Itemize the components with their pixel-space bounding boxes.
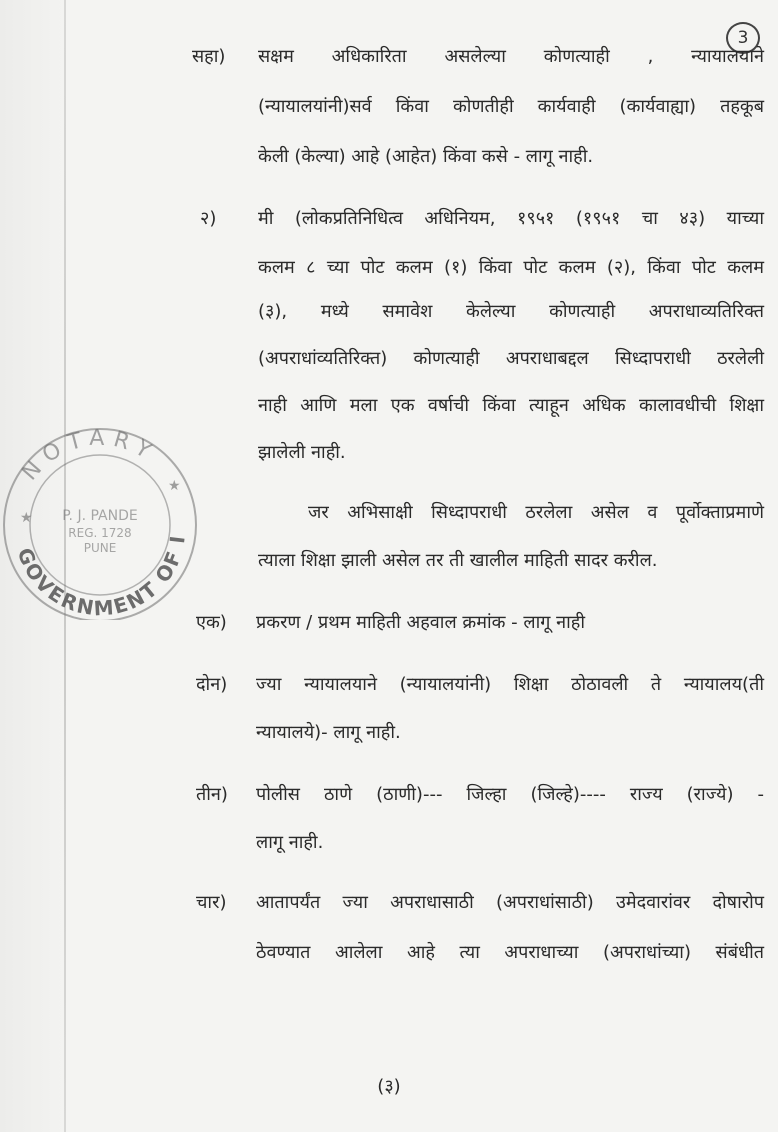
item-2-line-4: (अपराधांव्यतिरिक्त) कोणत्याही अपराधाबद्दल सिध्दापराधी ठरलेली (258, 348, 764, 369)
seal-star-left: ★ (20, 510, 33, 526)
seal-star-right: ★ (168, 478, 181, 494)
item-char-line-2: ठेवण्यात आलेला आहे त्या अपराधाच्या (अपराधांच्या) संबंधीत (256, 942, 764, 963)
page-marker-circled: 3 (726, 22, 760, 54)
item-label-saha: सहा) (192, 46, 226, 67)
item-saha-line-3: केली (केल्या) आहे (आहेत) किंवा कसे - लागू नाही. (258, 146, 594, 167)
item-teen-line-1: पोलीस ठाणे (ठाणी)--- जिल्हा (जिल्हे)---- राज्य (राज्ये) - (256, 784, 764, 805)
item-label-2: २) (200, 208, 217, 229)
page-number: (३) (377, 1076, 401, 1097)
item-don-line-2: न्यायालये)- लागू नाही. (256, 722, 401, 743)
paragraph-line-2: त्याला शिक्षा झाली असेल तर ती खालील माहिती सादर करील. (258, 550, 658, 571)
item-label-char: चार) (196, 892, 227, 913)
item-saha-line-1: सक्षम अधिकारिता असलेल्या कोणत्याही , न्यायालयाने (258, 46, 764, 67)
item-2-line-6: झालेली नाही. (258, 442, 346, 463)
item-teen-line-2: लागू नाही. (256, 832, 324, 853)
item-ek-line-1: प्रकरण / प्रथम माहिती अहवाल क्रमांक - लागू नाही (256, 612, 585, 633)
item-2-line-1: मी (लोकप्रतिनिधित्व अधिनियम, १९५१ (१९५१ चा ४३) याच्या (258, 208, 764, 229)
seal-top-text: NOTARY (17, 425, 162, 486)
seal-name: P. J. PANDE (62, 508, 138, 524)
item-label-ek: एक) (196, 612, 227, 633)
item-don-line-1: ज्या न्यायालयाने (न्यायालयांनी) शिक्षा ठोठावली ते न्यायालय(ती (256, 674, 764, 695)
notary-seal (0, 420, 210, 620)
item-char-line-1: आतापर्यंत ज्या अपराधासाठी (अपराधांसाठी) उमेदवारांवर दोषारोप (256, 892, 764, 913)
item-label-don: दोन) (196, 674, 228, 695)
seal-bottom-text: GOVERNMENT OF I (12, 532, 190, 620)
item-2-line-2: कलम ८ च्या पोट कलम (१) किंवा पोट कलम (२), किंवा पोट कलम (258, 257, 764, 278)
item-2-line-5: नाही आणि मला एक वर्षाची किंवा त्याहून अधिक कालावधीची शिक्षा (258, 395, 764, 416)
seal-reg: REG. 1728 (68, 526, 132, 540)
paragraph-line-1: जर अभिसाक्षी सिध्दापराधी ठरलेला असेल व पूर्वोक्ताप्रमाणे (308, 502, 764, 523)
item-saha-line-2: (न्यायालयांनी)सर्व किंवा कोणतीही कार्यवाही (कार्यवाह्या) तहकूब (258, 96, 764, 117)
item-label-teen: तीन) (196, 784, 228, 805)
item-2-line-3: (३), मध्ये समावेश केलेल्या कोणत्याही अपराधाव्यतिरिक्त (258, 301, 764, 322)
seal-city: PUNE (83, 541, 117, 555)
